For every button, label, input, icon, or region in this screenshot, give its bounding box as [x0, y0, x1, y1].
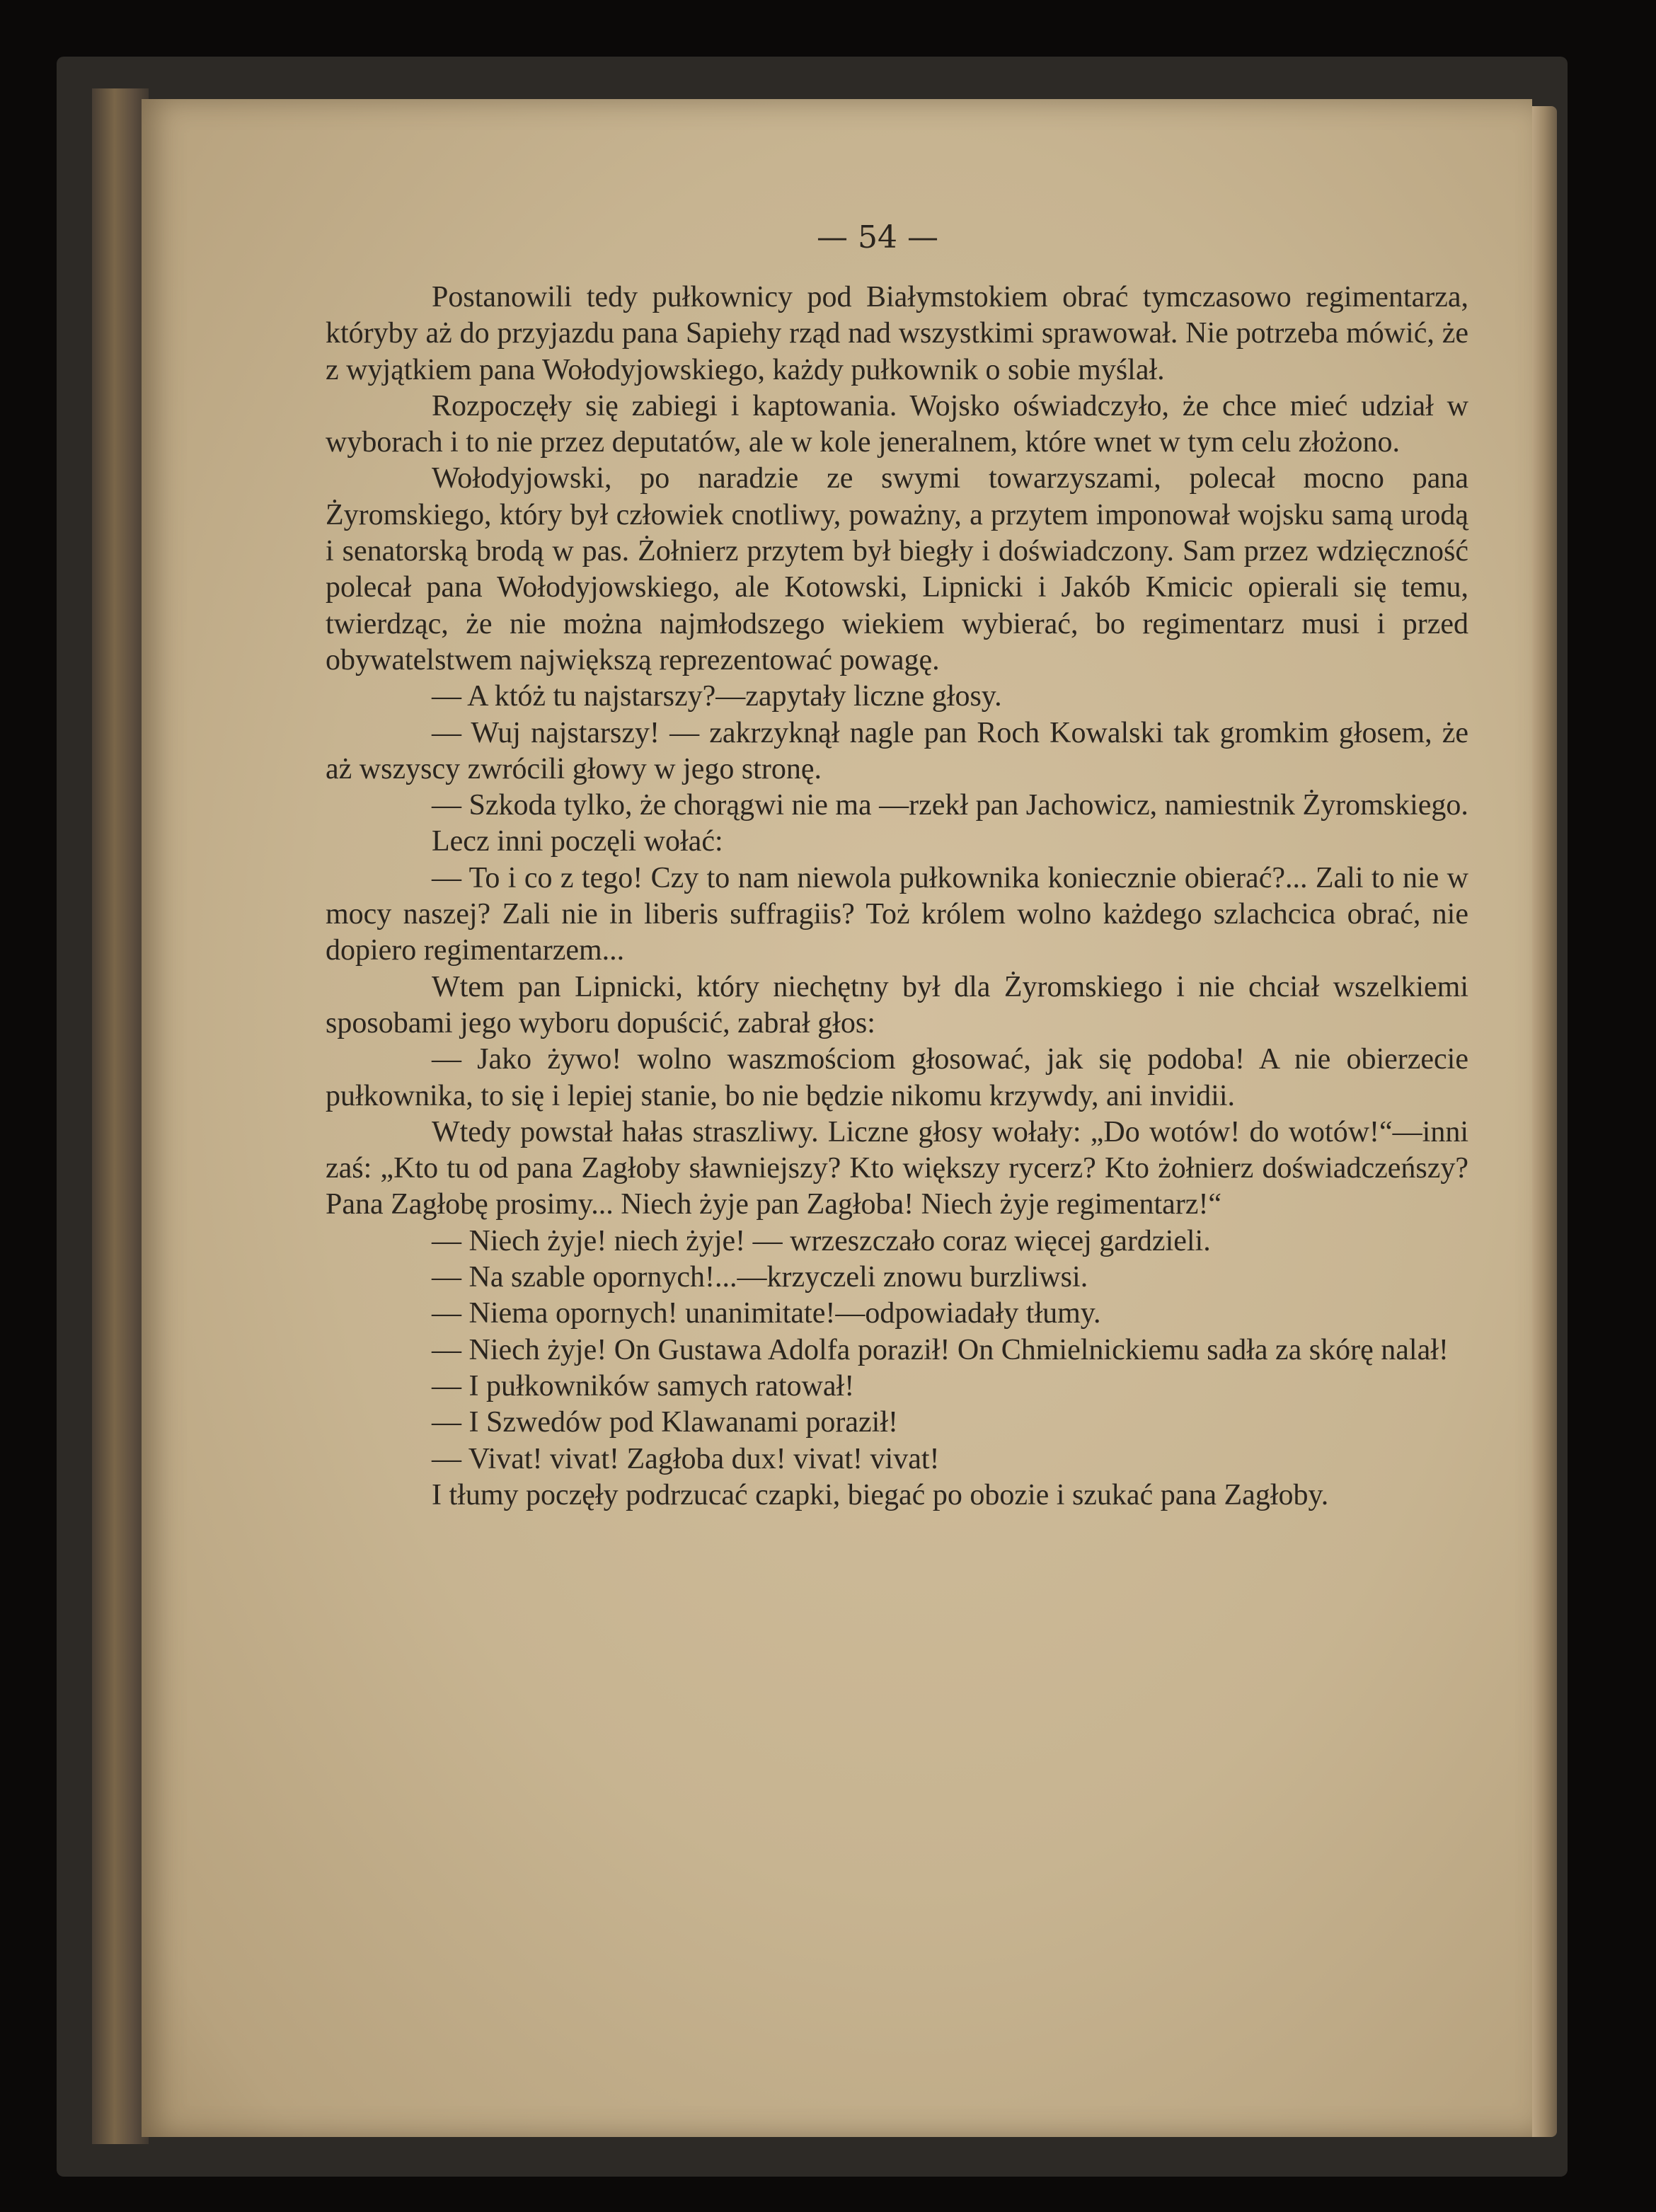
page-number: — 54 — [817, 219, 938, 255]
paragraph: I tłumy poczęły podrzucać czapki, biegać po obozie i szukać pana Zagłoby. [432, 1478, 1329, 1511]
paragraph: — Na szable opornych!...—krzyczeli znowu burzliwsi. [432, 1261, 1088, 1294]
paragraph: — Wuj najstarszy! — zakrzyknął nagle pan Roch Kowalski tak gromkim głosem, że aż wszyscy zwrócili głowy w jego stronę. [326, 716, 1468, 785]
page-text [326, 280, 1468, 1514]
paragraph: Postanowili tedy pułkownicy pod Białymstokiem obrać tymczasowo regimentarza, któryby aż do przyjazdu pana Sapiehy rząd nad wszystkimi sprawował. Nie potrzeba mówić, że z wyjątkiem pana Wołodyjowskiego, każdy pułkownik o sobie myślał. [326, 281, 1468, 386]
paragraph: — Vivat! vivat! Zagłoba dux! vivat! vivat! [432, 1442, 940, 1475]
paragraph: — Szkoda tylko, że chorągwi nie ma —rzekł pan Jachowicz, namiestnik Żyromskiego. [432, 789, 1468, 822]
paragraph: Wtem pan Lipnicki, który niechętny był dla Żyromskiego i nie chciał wszelkiemi sposobami jego wyboru dopuścić, zabrał głos: [326, 970, 1468, 1039]
paragraph: — Niech żyje! On Gustawa Adolfa poraził! On Chmielnickiemu sadła za skórę nalał! [432, 1333, 1449, 1366]
paragraph: Lecz inni poczęli wołać: [432, 825, 723, 858]
paragraph: Wołodyjowski, po naradzie ze swymi towarzyszami, polecał mocno pana Żyromskiego, który był człowiek cnotliwy, poważny, a przytem imponował wojsku samą urodą i senatorską brodą w pas. Żołnierz przytem był biegły i doświadczony. Sam przez wdzięczność polecał pana Wołodyjowskiego, ale Kotowski, Lipnicki i Jakób Kmicic opierali się temu, twierdząc, że nie można najmłodszego wiekiem wybierać, bo regimentarz musi i przed obywatelstwem największą reprezentować powagę. [326, 462, 1468, 676]
paragraph: Wtedy powstał hałas straszliwy. Liczne głosy wołały: „Do wotów! do wotów!“—inni zaś: „Kto tu od pana Zagłoby sławniejszy? Kto większy rycerz? Kto żołnierz doświadczeńszy? Pana Zagłobę prosimy... Niech żyje pan Zagłoba! Niech żyje regimentarz!“ [326, 1115, 1468, 1221]
paragraph: Rozpoczęły się zabiegi i kaptowania. Wojsko oświadczyło, że chce mieć udział w wyborach i to nie przez deputatów, ale w kole jeneralnem, które wnet w tym celu złożono. [326, 389, 1468, 459]
paragraph: — A któż tu najstarszy?—zapytały liczne głosy. [432, 680, 1002, 713]
paragraph: — Jako żywo! wolno waszmościom głosować, jak się podoba! A nie obierzecie pułkownika, to się i lepiej stanie, bo nie będzie nikomu krzywdy, ani invidii. [326, 1043, 1468, 1112]
paragraph: — Niema opornych! unanimitate!—odpowiadały tłumy. [432, 1297, 1101, 1330]
paragraph: — I Szwedów pod Klawanami poraził! [432, 1406, 898, 1439]
paragraph: — I pułkowników samych ratował! [432, 1369, 855, 1402]
book-spine [92, 88, 149, 2144]
paragraph: — To i co z tego! Czy to nam niewola pułkownika koniecznie obierać?... Zali to nie w mocy naszej? Zali nie in liberis suffragiis? Toż królem wolno każdego szlachcica obrać, nie dopiero regimentarzem... [326, 861, 1468, 967]
paragraph: — Niech żyje! niech żyje! — wrzeszczało coraz więcej gardzieli. [432, 1224, 1211, 1257]
